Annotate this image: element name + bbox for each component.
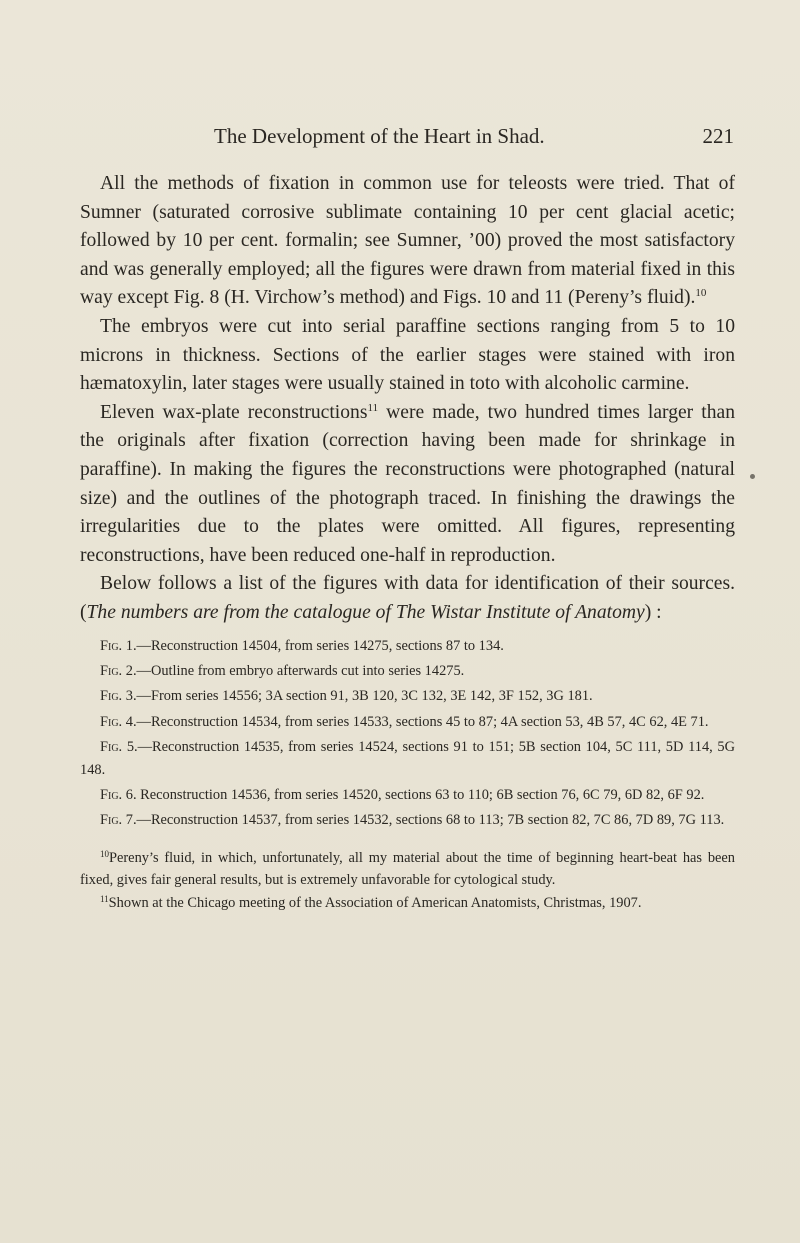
- footnote-number: 11: [100, 893, 109, 904]
- figure-text: —From series 14556; 3A section 91, 3B 120, 3C 132, 3E 142, 3F 152, 3G 181.: [136, 688, 593, 705]
- footnote-ref-11: 11: [367, 401, 379, 414]
- figure-label: Fig. 3.: [100, 688, 137, 705]
- footnote-11: [80, 892, 735, 914]
- figure-text: —Reconstruction 14535, from series 14524, sections 91 to 151; 5B section 104, 5C 111, 5D 114, 5G 148.: [80, 739, 736, 778]
- footnote-ref-10: 10: [695, 287, 707, 300]
- figure-label: Fig. 2.: [100, 662, 137, 679]
- paragraph-reconstructions-text-a: Eleven wax-plate reconstructions: [100, 401, 368, 423]
- figure-entry: [80, 784, 735, 806]
- figure-label: Fig. 1.: [100, 637, 137, 654]
- footnote-text: Pereny’s fluid, in which, unfortunately, all my material about the time of beginning heart-beat has been fixed, gives fair general results, but is extremely unfavorable for cytological study.: [80, 849, 735, 888]
- margin-speck: [750, 474, 755, 479]
- intro-italic: The numbers are from the catalogue of The Wistar Institute of Anatomy: [86, 601, 645, 623]
- footnote-10: [80, 847, 735, 891]
- intro-text-b: ) :: [644, 601, 662, 623]
- figure-label: Fig. 5.: [100, 739, 138, 756]
- intro-text-a: Below follows a list of the figures with data for identification of their sources. (: [80, 573, 735, 623]
- figure-text: —Outline from embryo afterwards cut into series 14275.: [136, 662, 465, 679]
- footnote-number: 10: [100, 848, 109, 859]
- figure-label: Fig. 6.: [100, 786, 137, 803]
- paragraph-reconstructions: [80, 399, 735, 571]
- figure-entry: [80, 685, 735, 707]
- running-title: The Development of the Heart in Shad.: [214, 124, 545, 148]
- footnotes: [80, 847, 735, 914]
- page-number: 221: [702, 124, 734, 148]
- footnote-text: Shown at the Chicago meeting of the Association of American Anatomists, Christmas, 1907.: [108, 894, 642, 911]
- figure-list: [80, 635, 735, 832]
- paragraph-fixation: [80, 170, 735, 313]
- paragraph-figure-list-intro: [80, 570, 735, 627]
- figure-entry: [80, 635, 735, 657]
- figure-label: Fig. 4.: [100, 713, 137, 730]
- figure-text: —Reconstruction 14534, from series 14533, sections 45 to 87; 4A section 53, 4B 57, 4C 62, 4E 71.: [136, 713, 709, 730]
- body-text: [80, 170, 735, 915]
- figure-label: Fig. 7.: [100, 812, 137, 829]
- paragraph-sections: [80, 313, 735, 399]
- figure-entry: [80, 711, 735, 733]
- figure-text: —Reconstruction 14537, from series 14532, sections 68 to 113; 7B section 82, 7C 86, 7D 89, 7G 113.: [136, 812, 725, 829]
- figure-text: Reconstruction 14536, from series 14520, sections 63 to 110; 6B section 76, 6C 79, 6D 82, 6F 92.: [136, 786, 705, 803]
- figure-entry: [80, 660, 735, 682]
- figure-text: —Reconstruction 14504, from series 14275, sections 87 to 134.: [136, 637, 504, 654]
- figure-entry: [80, 736, 735, 781]
- paragraph-sections-text: The embryos were cut into serial paraffine sections ranging from 5 to 10 microns in thickness. Sections of the earlier stages were stained with iron hæmatoxylin, later stages were usually stained in toto with alcoholic carmine.: [80, 315, 735, 395]
- paragraph-fixation-text: All the methods of fixation in common use for teleosts were tried. That of Sumner (saturated corrosive sublimate containing 10 per cent glacial acetic; followed by 10 per cent. formalin; see Sumner, ’00) proved the most satisfactory and was generally employed; all the figures were drawn from material fixed in this way except Fig. 8 (H. Virchow’s method) and Figs. 10 and 11 (Pereny’s fluid).: [80, 173, 735, 309]
- figure-entry: [80, 809, 735, 831]
- page-header: [214, 124, 734, 154]
- paragraph-reconstructions-text-b: were made, two hundred times larger than the originals after fixation (correction having been made for shrinkage in paraffine). In making the figures the reconstructions were photographed (natural size) and the outlines of the photograph traced. In finishing the drawings the irregularities due to the plates were omitted. All figures, representing reconstructions, have been reduced one-half in reproduction.: [80, 401, 736, 566]
